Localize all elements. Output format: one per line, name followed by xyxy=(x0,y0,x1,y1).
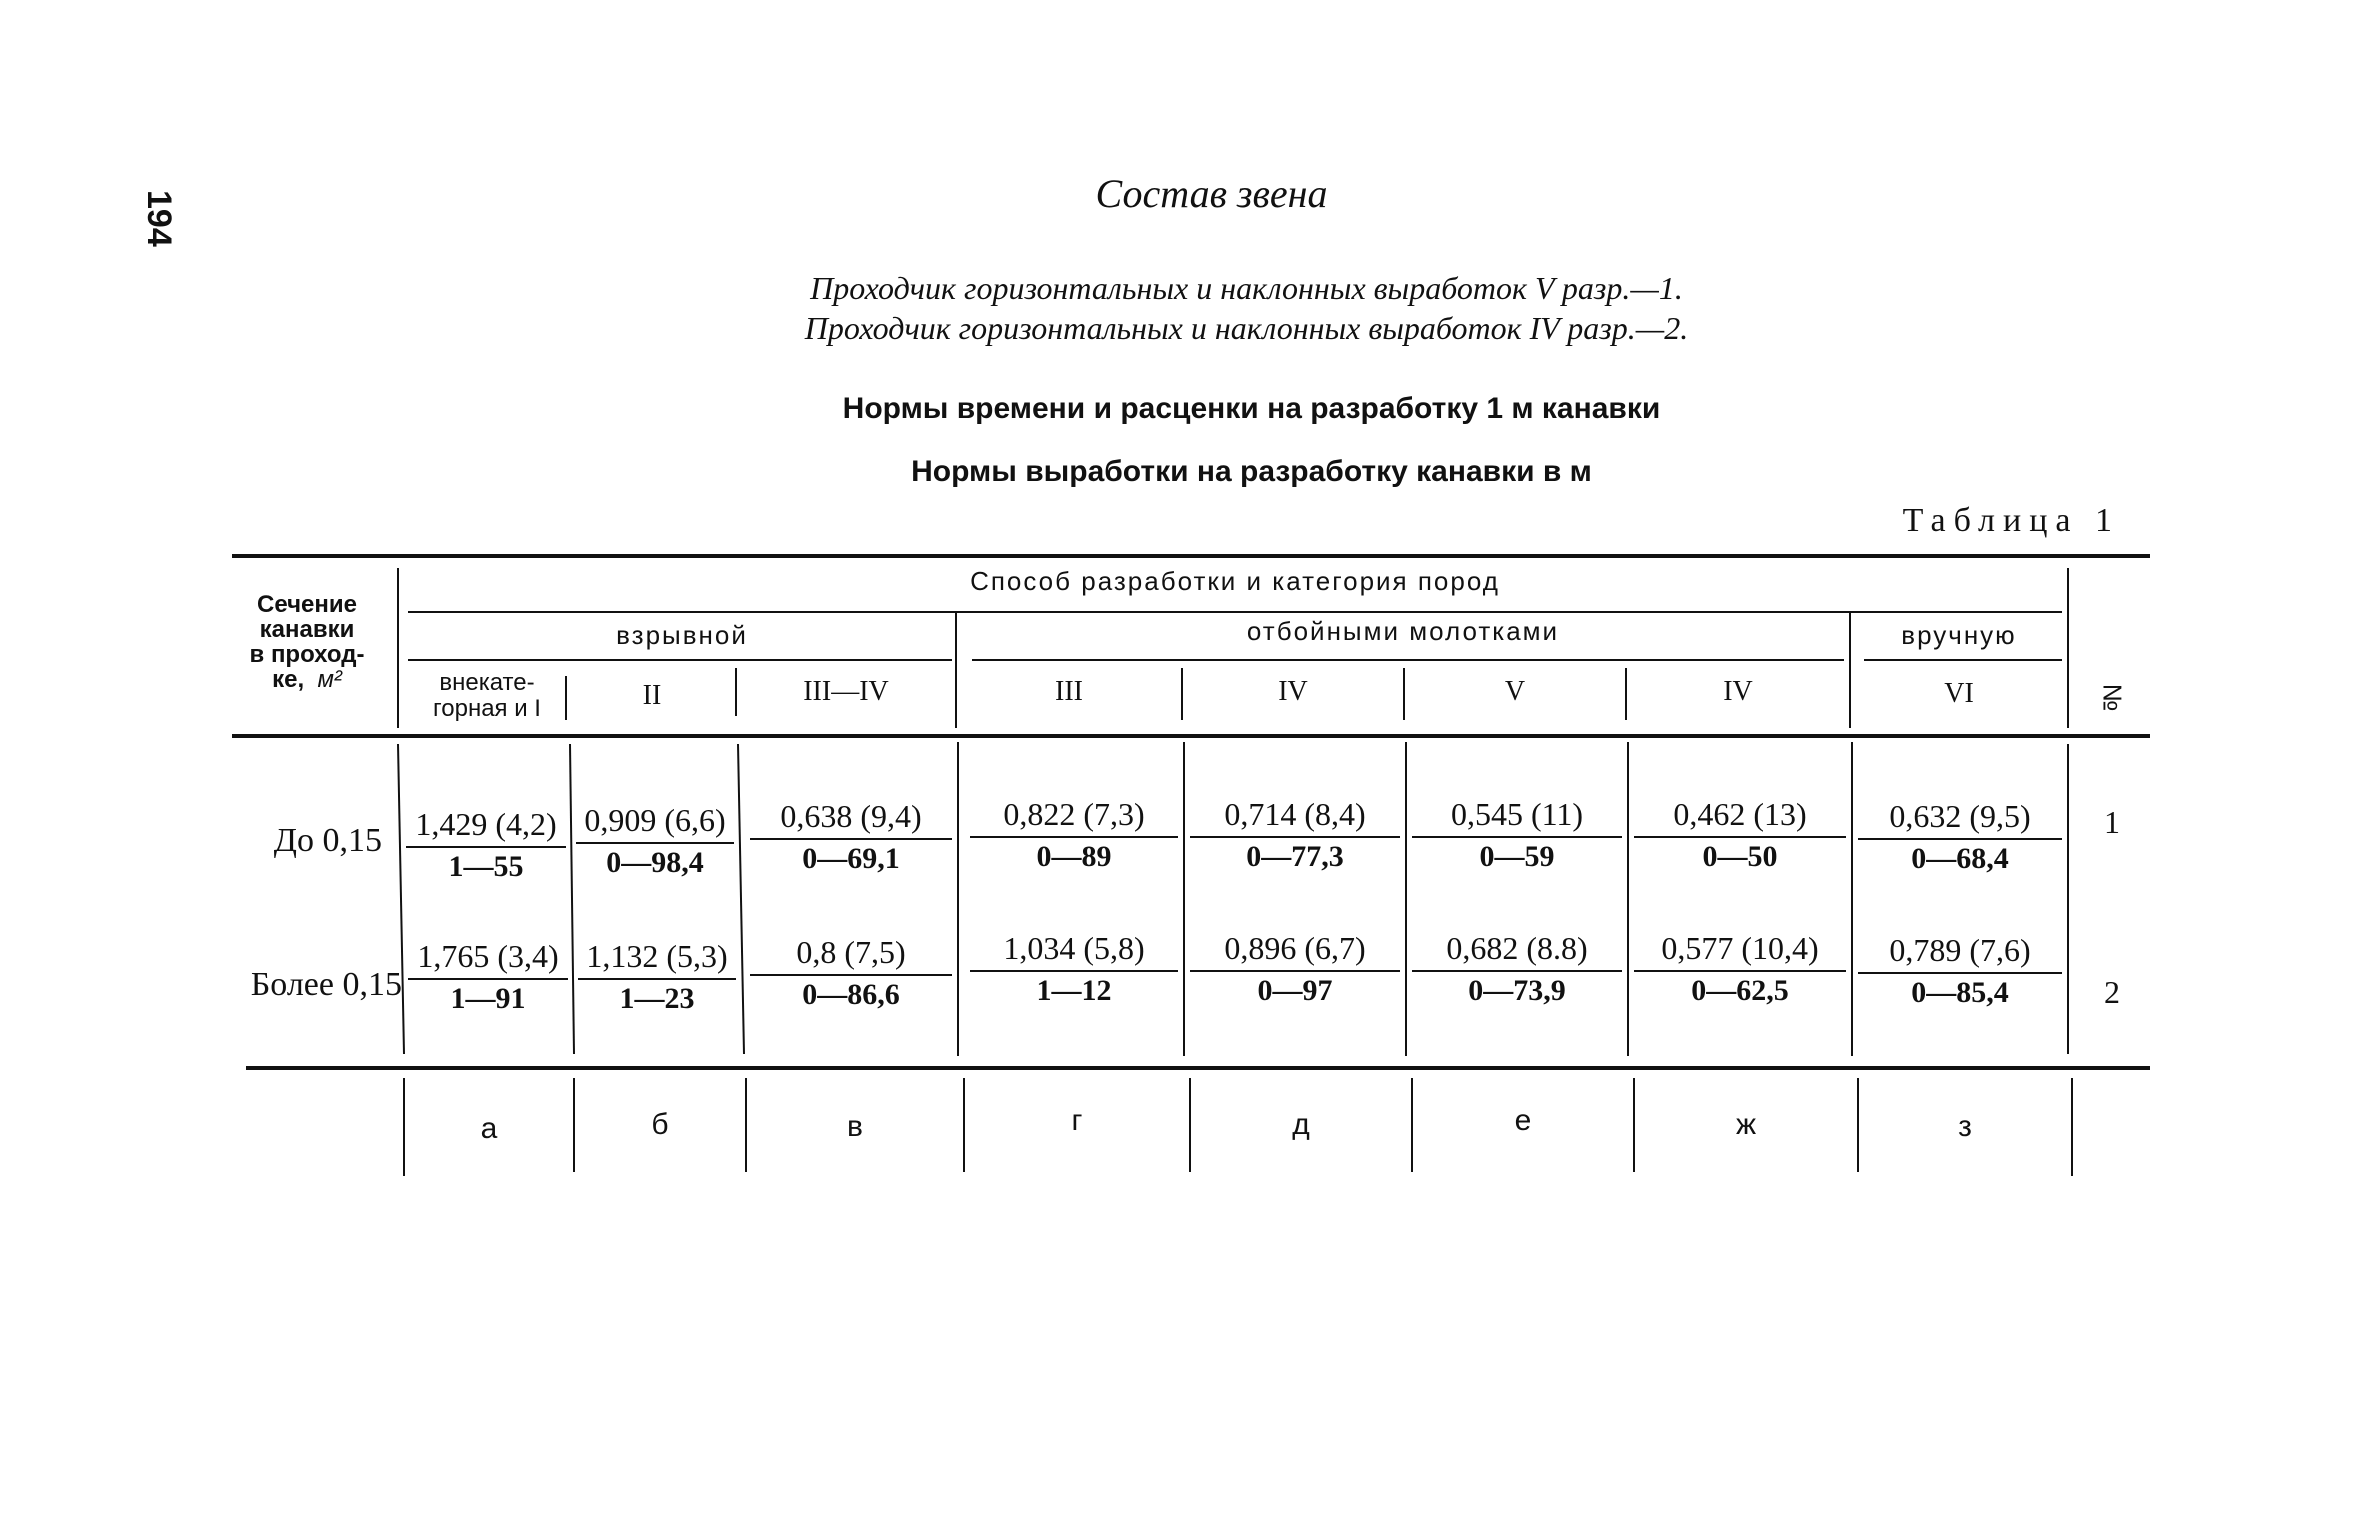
table-cell-1a xyxy=(400,804,572,886)
table-cell-2b xyxy=(572,936,742,1018)
column-letter-f: е xyxy=(1514,1104,1532,1137)
category-iv-manual: IV xyxy=(1723,676,1753,707)
cell-1a-time: 1,429 (4,2) xyxy=(415,806,557,842)
stub-header-line-3: в проход- xyxy=(249,641,365,668)
cell-2e-time: 0,896 (6,7) xyxy=(1224,930,1366,966)
table-cell-2d xyxy=(964,928,1184,1010)
cell-2g-time: 0,577 (10,4) xyxy=(1661,930,1819,966)
section-heading: Состав звена xyxy=(1095,171,1328,216)
row-label-2: Более 0,15 xyxy=(250,966,402,1003)
crew-line-1: Проходчик горизонтальных и наклонных выработок V разр.—1. xyxy=(810,270,1683,306)
cell-2f-rate: 0—73,9 xyxy=(1468,974,1566,1007)
cell-1e-rate: 0—77,3 xyxy=(1246,840,1344,873)
cell-2h-rate: 0—85,4 xyxy=(1911,976,2009,1009)
stub-header-unit: м² xyxy=(317,666,342,693)
cell-2d-rate: 1—12 xyxy=(1036,974,1112,1007)
table-cell-2g xyxy=(1628,928,1852,1010)
category-extra-line-2: горная и I xyxy=(433,695,541,722)
page-number: 194 xyxy=(140,190,178,247)
cell-1f-time: 0,545 (11) xyxy=(1450,796,1584,832)
table-cell-1b xyxy=(570,800,740,882)
number-column-header: № xyxy=(2097,683,2128,712)
cell-2f-time: 0,682 (8.8) xyxy=(1446,930,1588,966)
table-title-time-norms: Нормы времени и расценки на разработку 1 м канавки xyxy=(842,392,1661,425)
cell-2b-rate: 1—23 xyxy=(619,982,695,1015)
table-cell-1g xyxy=(1628,794,1852,876)
table-cell-2h xyxy=(1852,930,2068,1012)
stub-header xyxy=(232,592,382,692)
crew-line-2: Проходчик горизонтальных и наклонных выработок IV разр.—2. xyxy=(804,310,1689,346)
norms-table xyxy=(232,552,2152,1192)
method-jackhammers: отбойными молотками xyxy=(1246,616,1560,646)
cell-1a-rate: 1—55 xyxy=(448,850,524,883)
category-ii: II xyxy=(642,680,662,711)
table-number: Таблица 1 xyxy=(1902,502,2120,539)
row-label-1: До 0,15 xyxy=(273,822,382,859)
cell-2b-time: 1,132 (5,3) xyxy=(586,938,728,974)
cell-1b-rate: 0—98,4 xyxy=(606,846,704,879)
column-letter-h: з xyxy=(1958,1110,1972,1143)
cell-1h-time: 0,632 (9,5) xyxy=(1889,798,2031,834)
stub-header-line-2: канавки xyxy=(259,616,355,643)
cell-1g-time: 0,462 (13) xyxy=(1673,796,1807,832)
cell-1g-rate: 0—50 xyxy=(1702,840,1778,873)
category-iv: IV xyxy=(1278,676,1308,707)
column-letter-g: ж xyxy=(1735,1108,1757,1141)
table-cell-1c xyxy=(744,796,958,878)
method-manual: вручную xyxy=(1901,620,2017,650)
table-title-output-norms: Нормы выработки на разработку канавки в м xyxy=(911,455,1592,488)
category-iii: III xyxy=(1055,676,1083,707)
table-cell-2a xyxy=(402,936,574,1018)
cell-2e-rate: 0—97 xyxy=(1257,974,1333,1007)
cell-1c-rate: 0—69,1 xyxy=(802,842,900,875)
table-cell-2f xyxy=(1406,928,1628,1010)
method-blasting: взрывной xyxy=(616,620,748,650)
cell-1b-time: 0,909 (6,6) xyxy=(584,802,726,838)
category-v: V xyxy=(1504,676,1526,707)
cell-2a-time: 1,765 (3,4) xyxy=(417,938,559,974)
table-cell-1h xyxy=(1852,796,2068,878)
cell-1d-rate: 0—89 xyxy=(1036,840,1112,873)
column-letter-e: д xyxy=(1292,1108,1310,1141)
column-letter-d: г xyxy=(1071,1104,1083,1137)
table-cell-2c xyxy=(744,932,958,1014)
cell-1f-rate: 0—59 xyxy=(1479,840,1555,873)
category-extra-line-1: внекате- xyxy=(439,669,535,696)
table-cell-1f xyxy=(1406,794,1628,876)
column-letter-b: б xyxy=(651,1108,669,1141)
table-cell-2e xyxy=(1184,928,1406,1010)
cell-2a-rate: 1—91 xyxy=(450,982,526,1015)
column-letter-a: а xyxy=(480,1112,498,1145)
table-cell-1e xyxy=(1184,794,1406,876)
cell-2d-time: 1,034 (5,8) xyxy=(1003,930,1145,966)
category-vi: VI xyxy=(1944,678,1974,709)
row-number-2: 2 xyxy=(2104,974,2120,1010)
cell-1d-time: 0,822 (7,3) xyxy=(1003,796,1145,832)
cell-2c-time: 0,8 (7,5) xyxy=(796,934,906,970)
category-extra-and-i xyxy=(406,670,568,722)
stub-header-line-4: ке, xyxy=(272,666,305,693)
column-letter-c: в xyxy=(847,1110,863,1143)
cell-2c-rate: 0—86,6 xyxy=(802,978,900,1011)
method-header: Способ разработки и категория пород xyxy=(970,566,1500,596)
crew-composition xyxy=(0,268,2363,348)
table-cell-1d xyxy=(964,794,1184,876)
row-number-1: 1 xyxy=(2104,804,2120,840)
cell-2h-time: 0,789 (7,6) xyxy=(1889,932,2031,968)
cell-2g-rate: 0—62,5 xyxy=(1691,974,1789,1007)
stub-header-line-1: Сечение xyxy=(257,591,357,618)
cell-1c-time: 0,638 (9,4) xyxy=(780,798,922,834)
category-iii-iv: III—IV xyxy=(803,676,889,707)
cell-1h-rate: 0—68,4 xyxy=(1911,842,2009,875)
cell-1e-time: 0,714 (8,4) xyxy=(1224,796,1366,832)
